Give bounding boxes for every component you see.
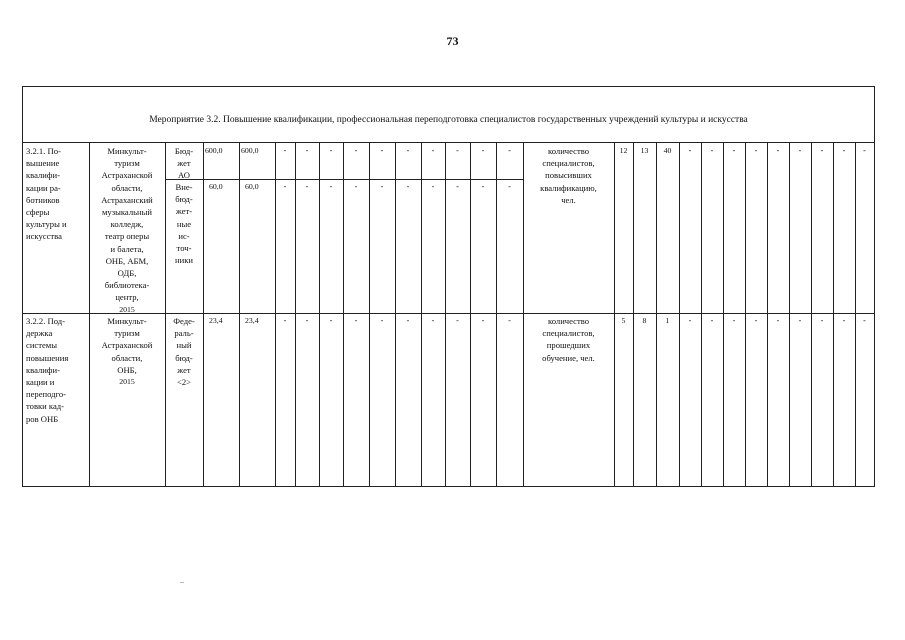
empty-marker: - — [754, 316, 758, 325]
column-line — [723, 143, 724, 486]
column-line — [445, 143, 446, 486]
empty-marker: - — [732, 316, 736, 325]
empty-marker: - — [305, 316, 309, 325]
empty-marker: - — [688, 146, 692, 155]
funding-source: Бюд- жет АО — [174, 146, 194, 181]
empty-marker: - — [431, 146, 435, 155]
empty-marker: - — [329, 146, 333, 155]
column-line — [470, 143, 471, 486]
indicator-value: 40 — [663, 146, 672, 155]
column-line — [395, 143, 396, 486]
empty-marker: - — [380, 316, 384, 325]
empty-marker: - — [406, 316, 410, 325]
column-line — [203, 143, 204, 486]
empty-marker: - — [481, 146, 485, 155]
empty-marker: - — [820, 316, 824, 325]
empty-marker: - — [354, 316, 358, 325]
column-line — [701, 143, 702, 486]
column-line — [369, 143, 370, 486]
empty-marker: - — [798, 316, 802, 325]
empty-marker: - — [842, 146, 846, 155]
empty-marker: - — [354, 182, 358, 191]
empty-marker: - — [354, 146, 358, 155]
empty-marker: - — [329, 316, 333, 325]
funding-source: Феде- раль- ный бюд- жет <2> — [173, 316, 195, 388]
empty-marker: - — [283, 316, 287, 325]
event-title-row — [23, 87, 874, 143]
indicator-value: 5 — [621, 316, 626, 325]
measure-name: 3.2.1. По- вышение квалифи- кации ра- ботников сферы культуры и искусства — [26, 146, 67, 242]
empty-marker: - — [406, 182, 410, 191]
column-line — [319, 143, 320, 486]
empty-marker: - — [508, 316, 511, 325]
empty-marker: - — [481, 316, 485, 325]
empty-marker: - — [710, 146, 714, 155]
scan-mark — [180, 582, 184, 583]
empty-marker: - — [776, 316, 780, 325]
indicator: количество специалистов, повысивших квалификацию, чел. — [540, 146, 597, 205]
funding-year-2015: 23,4 — [245, 316, 259, 325]
column-line — [421, 143, 422, 486]
empty-marker: - — [481, 182, 485, 191]
empty-marker: - — [776, 146, 780, 155]
empty-marker: - — [863, 146, 866, 155]
indicator-value: 13 — [640, 146, 649, 155]
empty-marker: - — [380, 146, 384, 155]
indicator-value: 1 — [665, 316, 670, 325]
column-line — [789, 143, 790, 486]
executor-year: 2015 — [119, 377, 135, 387]
measure-name: 3.2.2. Под- держка системы повышения квалифи- кации и переподго- товки кад- ров ОНБ — [26, 316, 69, 424]
funding-total: 23,4 — [209, 316, 223, 325]
empty-marker: - — [754, 146, 758, 155]
empty-marker: - — [508, 146, 511, 155]
empty-marker: - — [732, 146, 736, 155]
page-number: 73 — [446, 34, 459, 48]
indicator: количество специалистов, прошедших обучение, чел. — [542, 316, 595, 363]
empty-marker: - — [798, 146, 802, 155]
source-separator — [165, 179, 523, 180]
empty-marker: - — [456, 182, 459, 191]
empty-marker: - — [431, 316, 435, 325]
empty-marker: - — [508, 182, 511, 191]
funding-total: 60,0 — [209, 182, 223, 191]
empty-marker: - — [456, 146, 459, 155]
funding-year-2015: 600,0 — [241, 146, 259, 155]
event-title: Мероприятие 3.2. Повышение квалификации, профессиональная переподготовка специалистов государственных учреждений культуры и искусства — [149, 114, 748, 125]
column-line — [745, 143, 746, 486]
funding-year-2015: 60,0 — [245, 182, 259, 191]
empty-marker: - — [863, 316, 866, 325]
empty-marker: - — [456, 316, 459, 325]
empty-marker: - — [329, 182, 333, 191]
indicator-value: 8 — [642, 316, 647, 325]
funding-total: 600,0 — [205, 146, 223, 155]
empty-marker: - — [688, 316, 692, 325]
empty-marker: - — [431, 182, 435, 191]
column-line — [496, 143, 497, 486]
column-line — [679, 143, 680, 486]
empty-marker: - — [283, 182, 287, 191]
empty-marker: - — [710, 316, 714, 325]
empty-marker: - — [305, 182, 309, 191]
empty-marker: - — [305, 146, 309, 155]
column-line — [767, 143, 768, 486]
column-line — [811, 143, 812, 486]
empty-marker: - — [406, 146, 410, 155]
executor: Минкульт- туризм Астраханской области, Астраханский музыкальный колледж, театр оперы и балета, ОНБ, АБМ, ОДБ, библиотека- центр, 2015 — [89, 145, 165, 316]
empty-marker: - — [820, 146, 824, 155]
empty-marker: - — [842, 316, 846, 325]
executor-year: 2015 — [119, 304, 135, 314]
executor: Минкульт- туризм Астраханской области, ОНБ, 2015 — [89, 315, 165, 388]
empty-marker: - — [283, 146, 287, 155]
program-table — [22, 86, 875, 487]
column-line — [295, 143, 296, 486]
indicator-value: 12 — [619, 146, 628, 155]
funding-source: Вне- бюд- жет- ные ис- точ- ники — [175, 182, 193, 266]
column-line — [855, 143, 856, 486]
empty-marker: - — [380, 182, 384, 191]
column-line — [343, 143, 344, 486]
column-line — [833, 143, 834, 486]
